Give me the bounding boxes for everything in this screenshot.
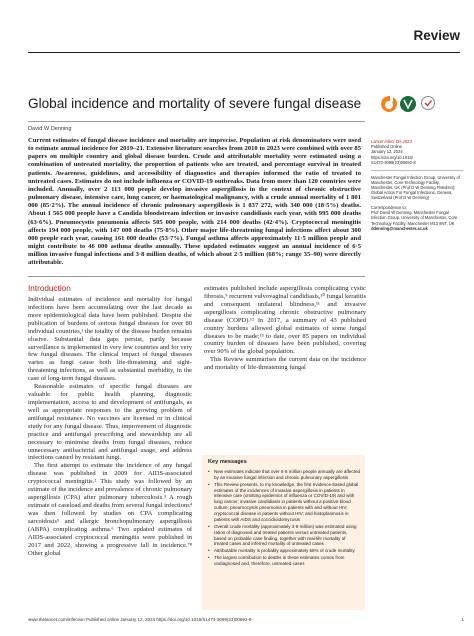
page-number: 1 (461, 617, 464, 622)
key-messages-list (208, 469, 360, 567)
intro-paragraph-4: estimates published include aspergillosis complicating cystic fibrosis,⁹ recurrent vulvovaginal candidiasis,¹⁰ fungal keratitis and consequent unilateral blindness,¹¹ and invasive aspergillosis complicating chronic obstructive pulmonary disease (COPD).¹² In 2017, a summary of 43 published country burdens allowed global estimates of some fungal diseases to be made;¹³ to date, over 85 papers on individual country burden of diseases have been published, covering over 90% of the global population. (204, 285, 366, 356)
key-message-item: • Overall crude mortality (approximately 3·8 million) was estimated using ratios of diagnosed and treated patients versus untreated patients, based on probable case finding, together with real-life mortality of treated cases and inferred mortality of untreated cases (208, 524, 360, 548)
crossmark-logo-icon (422, 97, 435, 110)
intro-paragraph-3: The first attempt to estimate the incidence of any fungal disease was published in 2009 for AIDS-associated cryptococcal meningitis.² This study was followed by an estimate of the incidence and prevalence of chronic pulmonary aspergillosis (CPA) after pulmonary tuberculosis.³ A rough estimate of caseload and deaths from several fungal infections⁴ was then followed by studies on CPA complicating sarcoidosis⁵ and allergic bronchopulmonary aspergillosis (ABPA) complicating asthma.⁶ Two updated estimates of AIDS-associated cryptococcal meningitis were published in 2017 and 2022, showing a progressive fall in incidence.⁷⁸ Other global (28, 462, 192, 557)
abstract-divider (28, 276, 365, 277)
journal-logos-icon (380, 93, 440, 115)
journal-reference: Lancet Infect Dis 2024 (371, 139, 412, 144)
intro-paragraph-2: Reasonable estimates of specific fungal diseases are valuable for public health planning, diagnostic implementation, access to and development of antifungals, as well as appropriate responses to the growing problem of antifungal resistance. No vaccines are licensed or in clinical study for any fungal disease. Thus, improvement of diagnostic practice and antifungal prescribing and stewardship are all necessary to minimise deaths from fungal diseases, reduce unnecessary antibacterial and antifungal usage, and address infections caused by resistant fungi. (28, 383, 192, 462)
published-online-label: Published Online (371, 144, 402, 150)
author-name: David W Denning (28, 126, 72, 132)
key-message-item: • New estimates indicate that over 6·5 million people annually are affected by an invasive fungal infection and chronic pulmonary aspergillosis (208, 469, 360, 481)
open-access-logo-icon (381, 96, 397, 112)
sidebar-divider (371, 170, 463, 171)
key-messages-title: Key messages (208, 459, 247, 465)
section-label: Review (413, 28, 460, 43)
lancet-logo-icon (400, 96, 416, 112)
body-column-right (204, 285, 366, 372)
publication-date: January 12, 2024 (371, 149, 403, 155)
doi-line-2[interactable]: S1473-3099(23)00692-8 (371, 159, 416, 165)
doi-line-1[interactable]: https://doi.org/10.1016/ (371, 154, 413, 160)
title-divider (28, 121, 365, 122)
correspondence-email[interactable]: ddenning@manchester.ac.uk (371, 225, 428, 231)
article-info-sidebar (371, 139, 463, 236)
body-column-left (28, 296, 192, 557)
correspondence-label: Correspondence to: (371, 205, 407, 211)
author-affiliations: Manchester Fungal Infection Group, University of Manchester, Core Technology Facility, Manchester, UK (Prof D W Denning FMedSci); Global Action For Fungal Infections, Geneva, Switzerland (Prof D W Denning) (371, 174, 460, 201)
footer-citation: www.thelancet.com/infection Published online January 12, 2024 https://doi.org/10.1016/S1473-3099(23)00692-8 (28, 617, 252, 622)
introduction-heading: Introduction (28, 284, 71, 293)
intro-paragraph-5: This Review summarises the current data on the incidence and mortality of life-threatening fungal (204, 356, 366, 372)
abstract: Current estimates of fungal disease incidence and mortality are imprecise. Population at risk denominators were used to estimate annual incidence for 2019–21. Extensive literature searches from 2010 to 2023 were combined with over 85 papers on multiple country and global disease burden. Crude and attributable mortality were estimated using a combination of untreated mortality, the proportion of patients who are treated, and percentage survival in treated patients. Awareness, guidelines, and accessibility of diagnostics and therapies informed the ratio of treated to untreated cases. Estimates do not include influenza or COVID-19 outbreaks. Data from more than 120 countries were included. Annually, over 2 113 000 people develop invasive aspergillosis in the context of chronic obstructive pulmonary disease, intensive care, lung cancer, or haematological malignancy, with a crude annual mortality of 1 801 000 (85·2%). The annual incidence of chronic pulmonary aspergillosis is 1 837 272, with 340 000 (18·5%) deaths. About 1 565 000 people have a Candida bloodstream infection or invasive candidiasis each year, with 995 000 deaths (63·6%). Pneumocystis pneumonia affects 505 000 people, with 214 000 deaths (42·4%). Cryptococcal meningitis affects 194 000 people, with 147 000 deaths (75·8%). Other major life-threatening fungal infections affect about 300 000 people each year, causing 161 000 deaths (53·7%). Fungal asthma affects approximately 11·5 million people and might contribute to 46 000 asthma deaths annually. These updated estimates suggest an annual incidence of 6·5 million invasive fungal infections and 3·8 million deaths, of which about 2·5 million (68%; range 35–90) were directly attributable. (28, 137, 361, 267)
page-footer (28, 617, 464, 622)
key-message-item: • Attributable mortality is probably approximately 68% of crude mortality (208, 548, 360, 554)
article-title: Global incidence and mortality of severe fungal disease (28, 96, 362, 111)
key-message-item: • This Review presents, to my knowledge, the first evidence-based global estimates of the incidences of invasive aspergillosis in patients in intensive care (omitting epidemics of influenza or COVID-19) and with lung cancer; invasive candidiasis in patients without a positive blood culture; pneumocystis pneumonia in patients with and without HIV; cryptococcal disease in patients without HIV; and histoplasmosis in patients with AIDS and coccidioidomycosis (208, 482, 360, 523)
intro-paragraph-1: Individual estimates of incidence and mortality for fungal infections have been accumulating over the last decade as more epidemiological data have been published. Despite the publication of burdens of serious fungal diseases for over 80 individual countries,¹ the totality of the disease burden remains elusive. Substantial data gaps persist, partly because surveillance is implemented in very few countries and for very few fungal diseases. The clinical impact of fungal diseases varies as fungi cause both life-threatening and sight-threatening infections, as well as substantial morbidity, in the case of long-term fungal diseases. (28, 296, 192, 383)
key-messages-panel (202, 455, 365, 610)
key-message-item: • The largest contribution to deaths in these estimates comes from undiagnosed and, therefore, untreated cases (208, 555, 360, 567)
correspondence-address: Prof David W Denning, Manchester Fungal Infection Group, University of Manchester, Core Technology Facility, Manchester M13 9NT, UK (371, 210, 458, 226)
header-rule (28, 52, 460, 53)
